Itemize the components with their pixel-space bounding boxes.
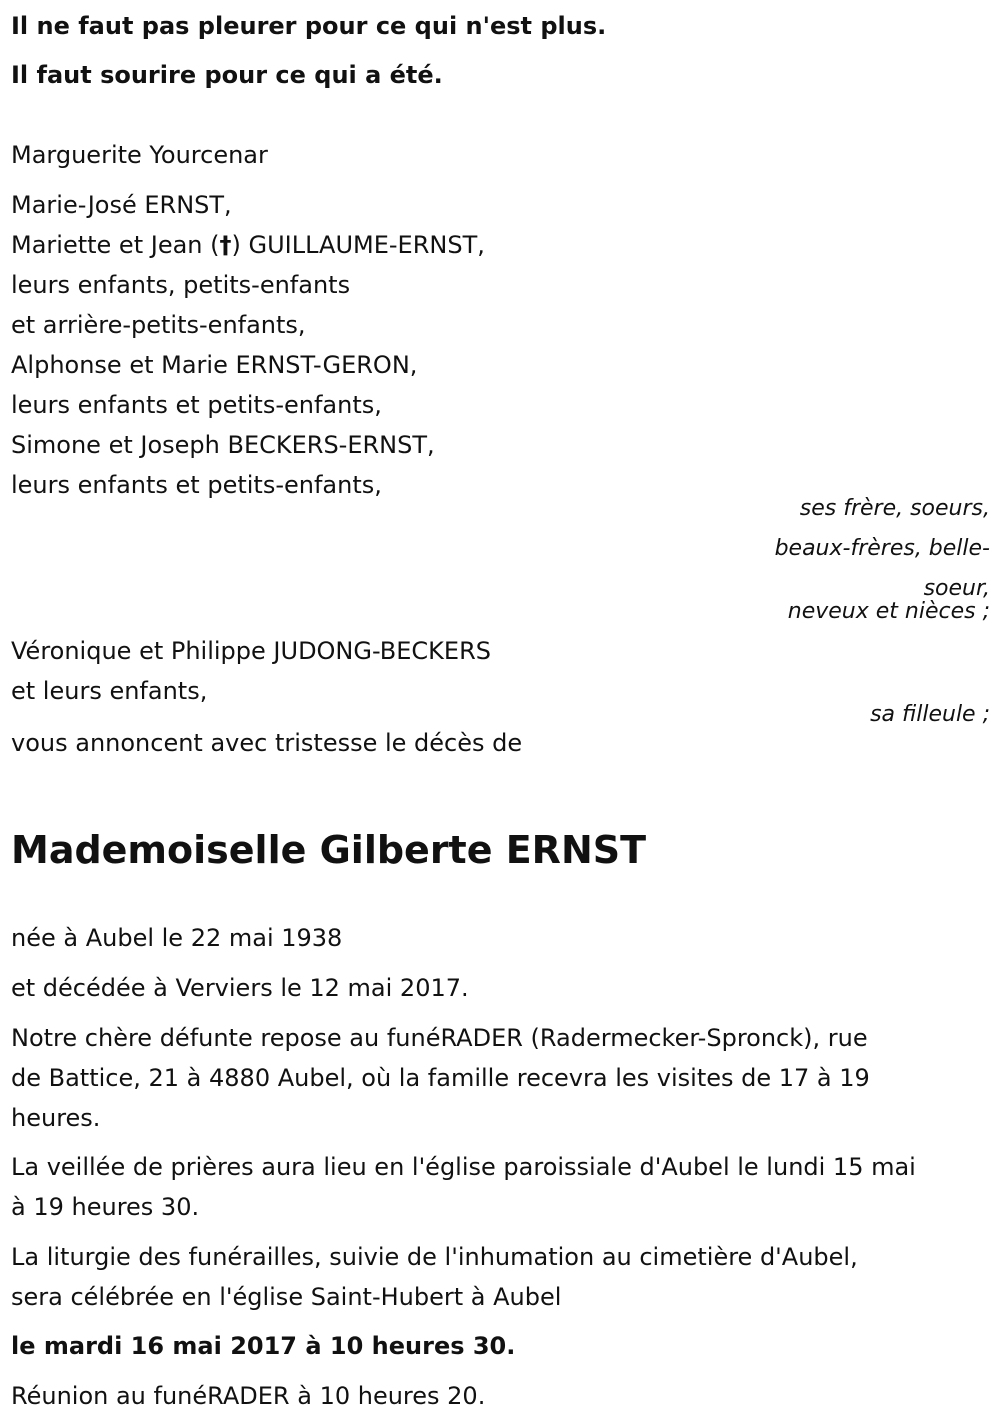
family-relation-line-2: beaux-frères, belle- (774, 536, 990, 561)
deceased-name: Mademoiselle Gilberte ERNST (11, 828, 647, 872)
funeral-line-2: sera célébrée en l'église Saint-Hubert à Aubel (11, 1283, 562, 1311)
cross-icon: † (219, 231, 232, 259)
repose-line-2: de Battice, 21 à 4880 Aubel, où la famille recevra les visites de 17 à 19 (11, 1064, 870, 1092)
goddaughter-relation: sa filleule ; (870, 702, 990, 727)
family-relation-line-4: neveux et nièces ; (787, 599, 990, 624)
quote-line-2: Il faut sourire pour ce qui a été. (11, 61, 443, 89)
family-relation-line-1: ses frère, soeurs, (799, 496, 990, 521)
family-line-2-prefix: Mariette et Jean ( (11, 231, 220, 259)
goddaughter-line-1: Véronique et Philippe JUDONG-BECKERS (11, 637, 491, 665)
repose-line-3: heures. (11, 1104, 101, 1132)
funeral-line-1: La liturgie des funérailles, suivie de l'inhumation au cimetière d'Aubel, (11, 1243, 858, 1271)
family-relation-line-3: soeur, (923, 576, 990, 601)
family-line-8: leurs enfants et petits-enfants, (11, 471, 382, 499)
family-line-4: et arrière-petits-enfants, (11, 311, 306, 339)
quote-author: Marguerite Yourcenar (11, 141, 268, 169)
death-line: et décédée à Verviers le 12 mai 2017. (11, 974, 469, 1002)
vigil-line-1: La veillée de prières aura lieu en l'église paroissiale d'Aubel le lundi 15 mai (11, 1153, 916, 1181)
family-line-6: leurs enfants et petits-enfants, (11, 391, 382, 419)
family-line-7: Simone et Joseph BECKERS-ERNST, (11, 431, 435, 459)
vigil-line-2: à 19 heures 30. (11, 1193, 200, 1221)
announcement: vous annoncent avec tristesse le décès de (11, 729, 523, 757)
birth-line: née à Aubel le 22 mai 1938 (11, 924, 343, 952)
family-line-1: Marie-José ERNST, (11, 191, 232, 219)
family-line-3: leurs enfants, petits-enfants (11, 271, 351, 299)
meeting-line: Réunion au funéRADER à 10 heures 20. (11, 1382, 486, 1410)
goddaughter-line-2: et leurs enfants, (11, 677, 208, 705)
family-line-2 (11, 225, 485, 265)
repose-line-1: Notre chère défunte repose au funéRADER (Radermecker-Spronck), rue (11, 1024, 868, 1052)
family-line-2-suffix: ) GUILLAUME-ERNST, (231, 231, 485, 259)
funeral-date: le mardi 16 mai 2017 à 10 heures 30. (11, 1332, 516, 1360)
quote-line-1: Il ne faut pas pleurer pour ce qui n'est plus. (11, 12, 607, 40)
family-line-5: Alphonse et Marie ERNST-GERON, (11, 351, 418, 379)
